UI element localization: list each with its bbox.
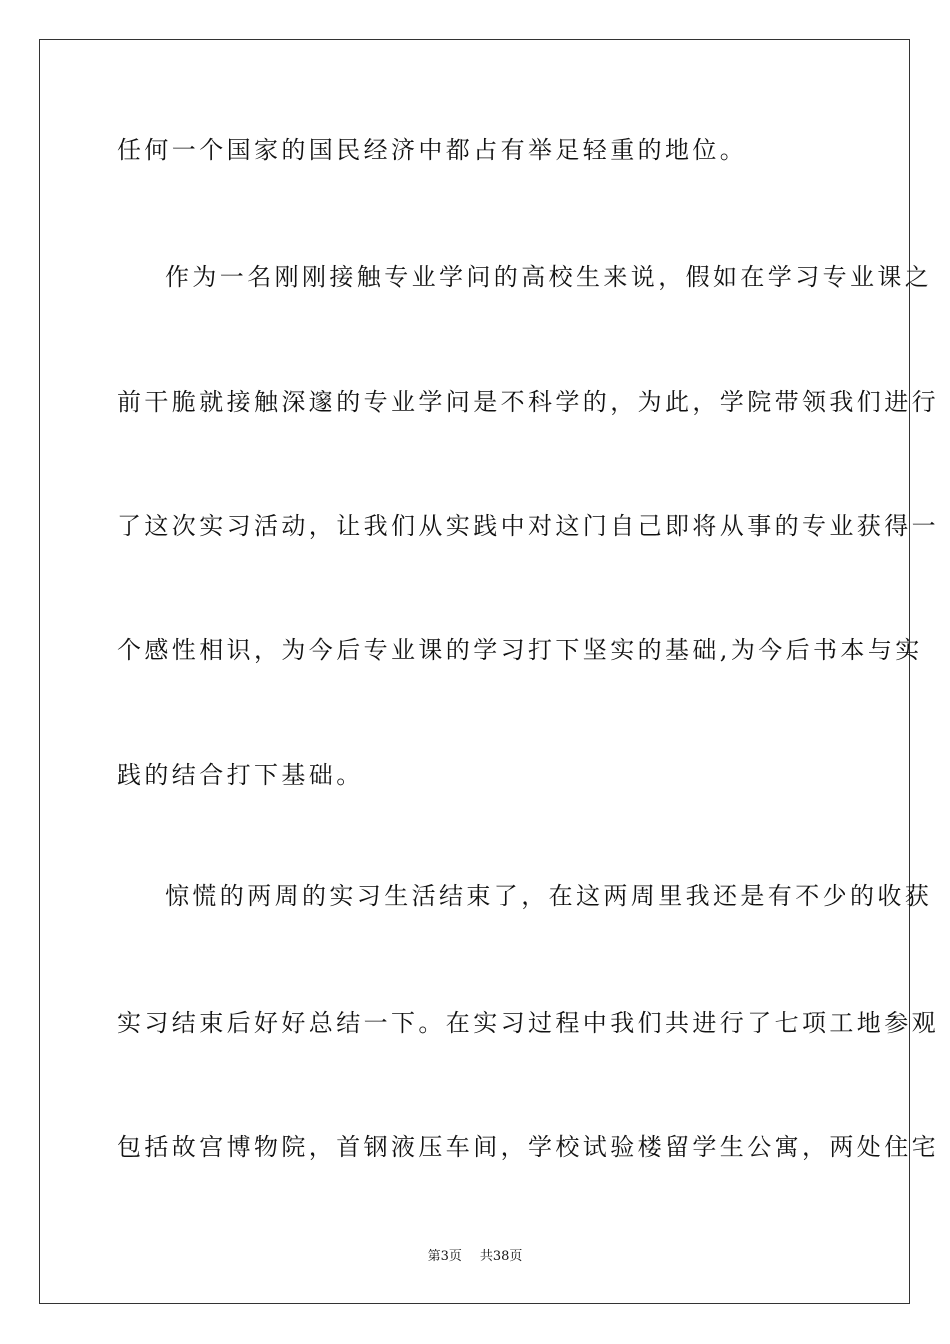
body-line-5: 个感性相识，为今后专业课的学习打下坚实的基础,为今后书本与实 — [117, 636, 923, 664]
body-line-6: 践的结合打下基础。 — [117, 761, 364, 789]
page-number-current: 第3页 — [427, 1249, 462, 1264]
body-line-2: 作为一名刚刚接触专业学问的高校生来说，假如在学习专业课之 — [165, 263, 933, 291]
body-line-4: 了这次实习活动，让我们从实践中对这门自己即将从事的专业获得一 — [117, 512, 939, 540]
page-border — [39, 39, 939, 1304]
page-footer — [0, 1247, 950, 1267]
body-line-7: 惊慌的两周的实习生活结束了，在这两周里我还是有不少的收获 — [165, 882, 933, 910]
body-line-3: 前干脆就接触深邃的专业学问是不科学的，为此，学院带领我们进行 — [117, 388, 939, 416]
body-line-1: 任何一个国家的国民经济中都占有举足轻重的地位。 — [117, 136, 748, 164]
body-line-9: 包括故宫博物院，首钢液压车间，学校试验楼留学生公寓，两处住宅 — [117, 1133, 939, 1161]
body-line-8: 实习结束后好好总结一下。在实习过程中我们共进行了七项工地参观 — [117, 1009, 939, 1037]
page-number-total: 共38页 — [479, 1249, 523, 1264]
